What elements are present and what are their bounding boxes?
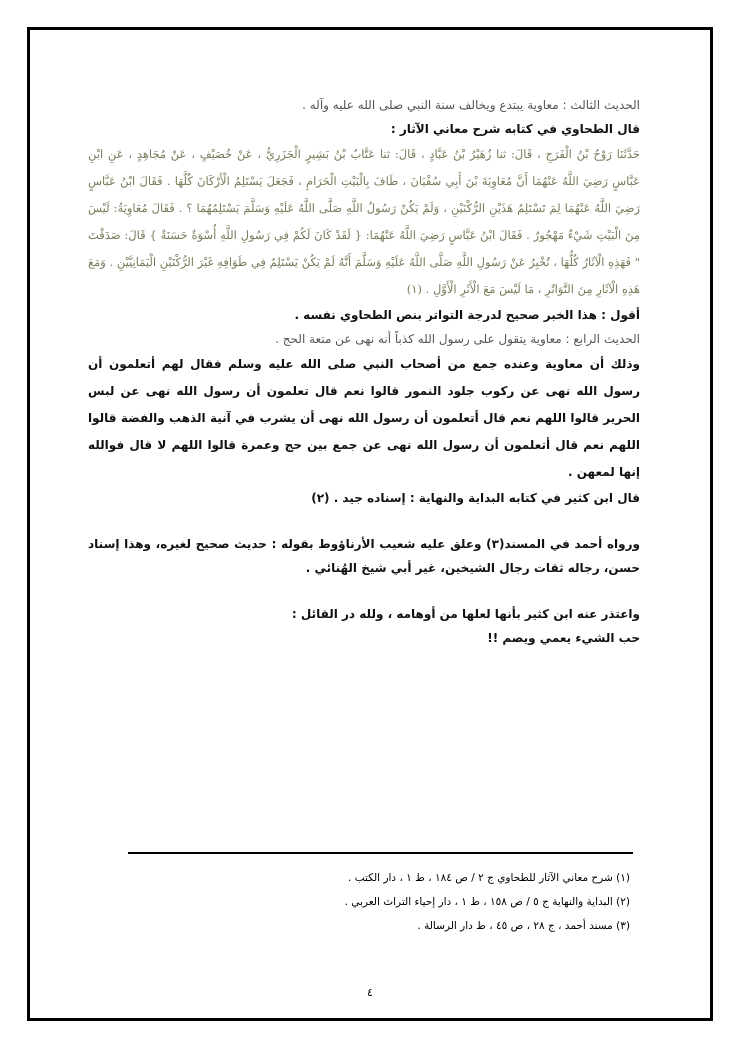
footnote-3: (٣) مسند أحمد ، ج ٢٨ ، ص ٤٥ ، ط دار الرسالة .	[417, 920, 630, 932]
hadith-3-text: حَدَّثَنَا رَوْحُ بْنُ الْفَرَجِ ، قَالَ: ثنا زُهَيْرُ بْنُ عَبَّادٍ ، قَالَ: ثنا عَتَّابُ بْنُ بَشِيرٍ الْجَزَرِيُّ ، عَنْ خُصَيْفٍ ، عَنْ مُجَاهِدٍ ، عَنِ ابْنِ عَبَّاسٍ رَضِيَ اللَّهُ عَنْهُمَا أَنَّ مُعَاوِيَةَ بْنَ أَبِي سُفْيَانَ ، طَافَ بِالْبَيْتِ الْحَرَامِ ، فَجَعَلَ يَسْتَلِمُ الْأَرْكَانَ كُلَّهَا . فَقَالَ ابْنُ عَبَّاسٍ رَضِيَ اللَّهُ عَنْهُمَا لِمَ تَسْتَلِمُ هَذَيْنِ الرُّكْنَيْنِ ، وَلَمْ يَكُنْ رَسُولُ اللَّهِ صَلَّى اللَّهُ عَلَيْهِ وَسَلَّمَ يَسْتَلِمُهُمَا ؟ . فَقَالَ مُعَاوِيَةُ: لَيْسَ مِنَ الْبَيْتِ شَيْءٌ مَهْجُورٌ . فَقَالَ ابْنُ عَبَّاسٍ رَضِيَ اللَّهُ عَنْهُمَا: { لَقَدْ كَانَ لَكُمْ فِي رَسُولِ اللَّهِ أُسْوَةٌ حَسَنَةٌ } قَالَ: صَدَقْتَ " فَهَذِهِ الْآثَارُ كُلُّهَا ، تُخْبِرُ عَنْ رَسُولِ اللَّهِ صَلَّى اللَّهُ عَلَيْهِ وَسَلَّمَ أَنَّهُ لَمْ يَكُنْ يَسْتَلِمُ فِي طَوَافِهِ غَيْرَ الرُّكْنَيْنِ الْيَمَانِيَّيْنِ . وَمَعَ هَذِهِ الْآثَارِ مِنَ التَّوَاتُرِ ، مَا لَيْسَ مَعَ الْأَثَرِ الْأَوَّلِ . (١)	[88, 147, 640, 296]
proverb: حب الشيء يعمي ويصم !!	[487, 631, 640, 645]
footnote-separator	[128, 852, 633, 854]
ahmad-citation: ورواه أحمد في المسند(٣) وعلق عليه شعيب الأرناؤوط بقوله : حديث صحيح لغيره، وهذا إسناد حسن، رجاله ثقات رجال الشيخين، غير أبي شيخ الهُنائي .	[88, 537, 641, 575]
author-comment: أقول : هذا الخبر صحيح لدرجة التواتر بنص الطحاوي نفسه .	[294, 308, 640, 322]
tahawi-intro: قال الطحاوي في كتابه شرح معاني الآثار :	[390, 122, 640, 136]
footnote-1: (١) شرح معاني الآثار للطحاوي ج ٢ / ص ١٨٤ ، ط ١ ، دار الكتب .	[348, 872, 630, 884]
hadith-3-title: الحديث الثالث : معاوية يبتدع ويخالف سنة النبي صلى الله عليه وآله .	[302, 98, 640, 112]
footnotes	[250, 866, 630, 938]
ibn-kathir-citation: قال ابن كثير في كتابه البداية والنهاية : إسناده جيد . (٢)	[311, 491, 640, 505]
hadith-4-text: وذلك أن معاوية وعنده جمع من أصحاب النبي صلى الله عليه وسلم فقال لهم أتعلمون أن رسول الله نهى عن ركوب جلود النمور قالوا نعم قال تعلمون أن رسول الله نهى عن لبس الحرير قالوا اللهم نعم قال أتعلمون أن رسول الله نهى أن يشرب في آنية الذهب والفضة قالوا اللهم نعم قال أتعلمون أن رسول الله نهى عن جمع بين حج وعمرة قالوا اللهم لا قال فوالله إنها لمعهن .	[88, 357, 640, 479]
page-body	[88, 93, 640, 650]
page-number: ٤	[367, 986, 373, 999]
footnote-2: (٢) البداية والنهاية ج ٥ / ص ١٥٨ ، ط ١ ، دار إحياء التراث العربي .	[344, 896, 630, 908]
hadith-4-title: الحديث الرابع : معاوية يتقول على رسول الله كذباً أنه نهى عن متعة الحج .	[275, 332, 640, 346]
ibn-kathir-apology: واعتذر عنه ابن كثير بأنها لعلها من أوهامه ، ولله در القائل :	[291, 607, 640, 621]
